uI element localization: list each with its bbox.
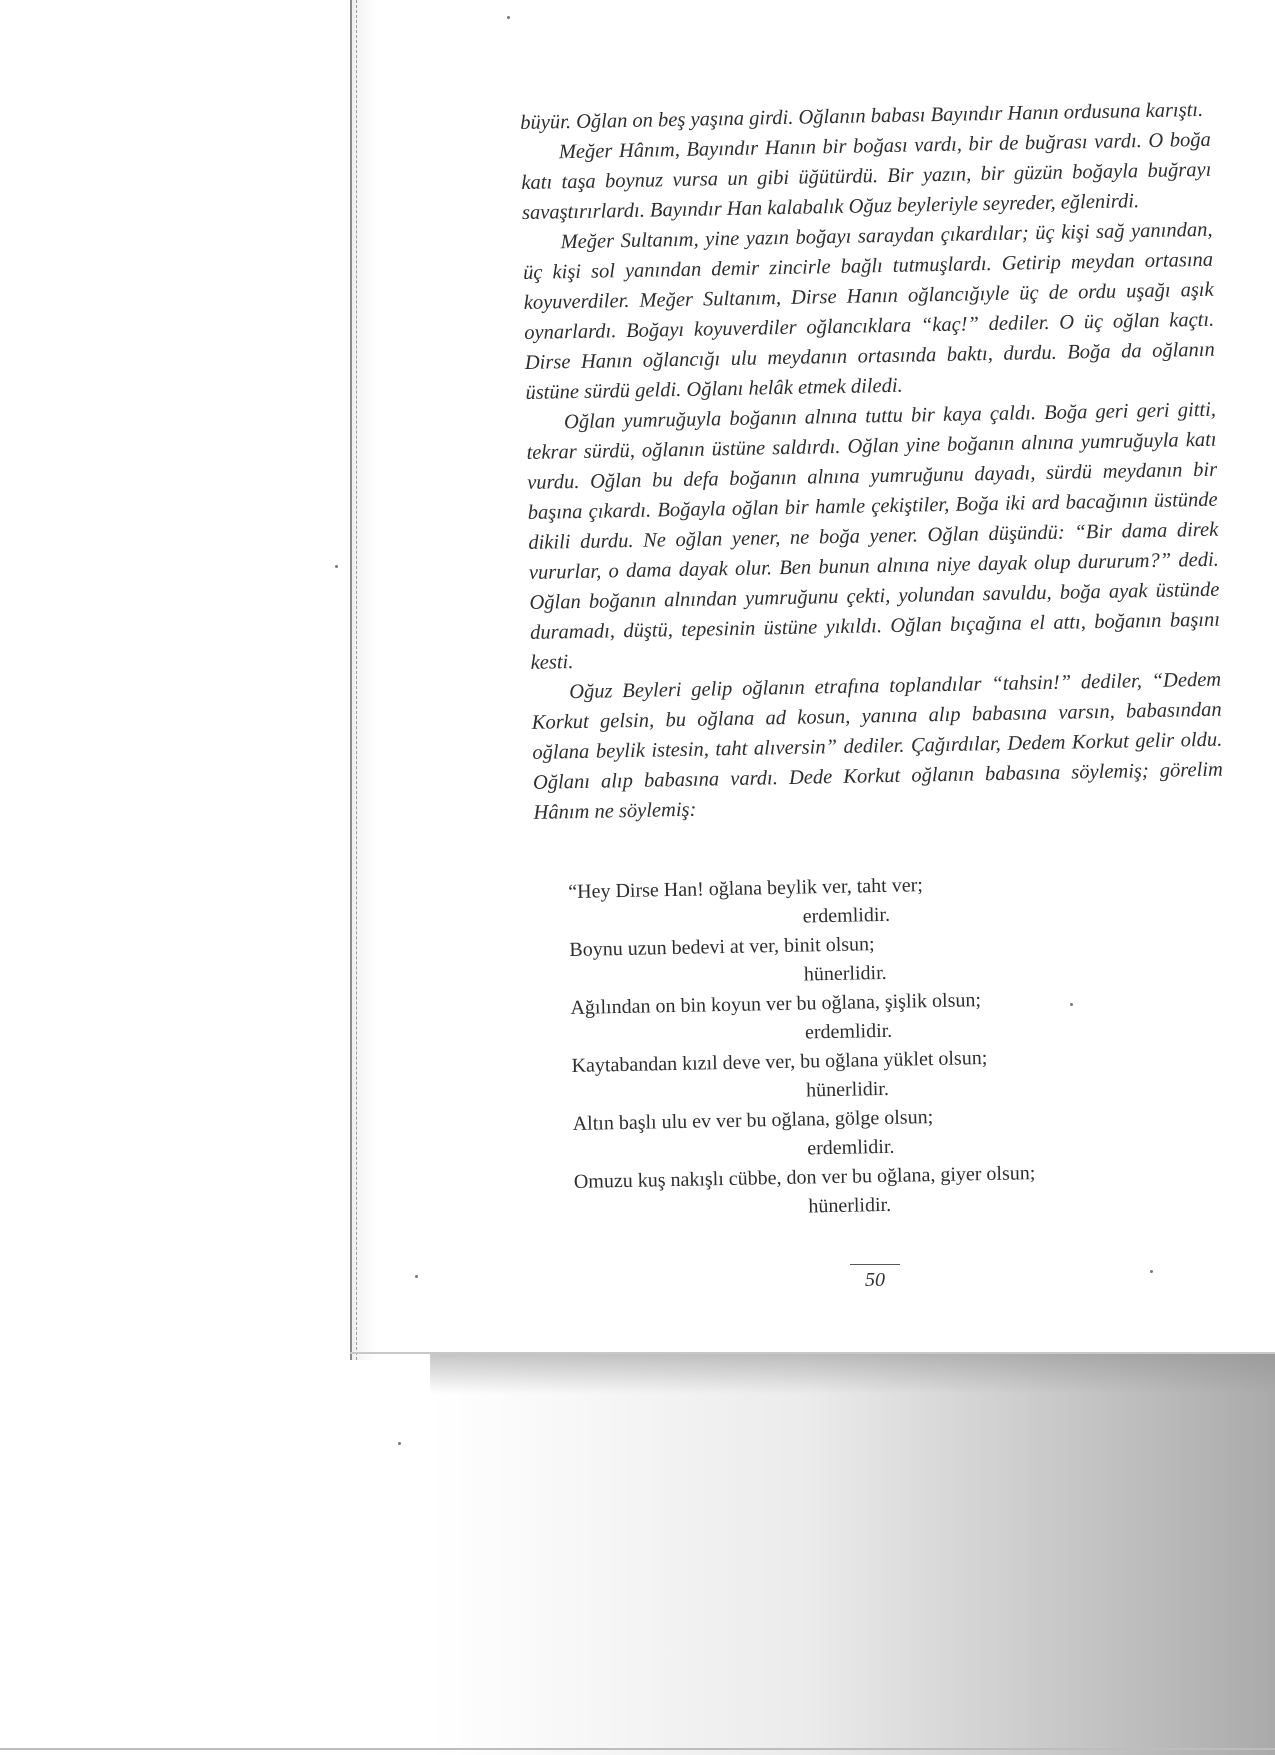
verse-refrain: erdemlidir. xyxy=(804,1019,893,1044)
verse-refrain: erdemlidir. xyxy=(802,903,891,928)
verse-refrain: hünerlidir. xyxy=(808,1193,892,1218)
verse-line: Kaytabandan kızıl deve ver, bu oğlana yüklet olsun; xyxy=(571,1046,988,1077)
verse-line: Boynu uzun bedevi at ver, binit olsun; xyxy=(569,933,875,961)
book-spine-shadow xyxy=(350,0,376,1360)
paragraph: büyür. Oğlan on beş yaşına girdi. Oğlanın babası Bayındır Hanın ordusuna karıştı. xyxy=(520,98,1204,134)
prose-block xyxy=(520,95,1224,828)
speck xyxy=(398,1442,401,1445)
verse-refrain: erdemlidir. xyxy=(807,1135,895,1160)
verse-refrain: hünerlidir. xyxy=(805,1077,890,1102)
speck xyxy=(415,1275,418,1278)
verse-refrain: hünerlidir. xyxy=(803,961,887,986)
paragraph: Oğuz Beyleri gelip oğlanın etrafına toplandılar “tahsin!” dediler, “Dedem Korkut gelsin, bu oğlana ad kosun, yanına alıp babasına varsın, babasından oğlana beylik istesin, taht alıversin” dediler. Çağırdılar, Dedem Korkut gelir oldu. Oğlanı alıp babasına vardı. Dede Korkut oğlanın babasına söylemiş; görelim Hânım ne söylemiş: xyxy=(531,668,1224,824)
scanner-shadow-edge xyxy=(430,1354,1275,1394)
verse-line: Ağılından on bin koyun ver bu oğlana, şişlik olsun; xyxy=(570,989,982,1019)
verse-line: Omuzu kuş nakışlı cübbe, don ver bu oğlana, giyer olsun; xyxy=(573,1162,1036,1193)
scan-bottom-line xyxy=(0,1748,1275,1750)
speck xyxy=(1150,1270,1153,1273)
paragraph: Meğer Hânım, Bayındır Hanın bir boğası vardı, bir de buğrası vardı. O boğa katı taşa boynuz vursa un gibi üğütürdü. Bir yazın, bir güzün boğayla buğrayı savaştırırlardı. Bayındır Han kalabalık Oğuz beyleriyle seyreder, eğlenirdi. xyxy=(521,128,1212,224)
book-spine-line xyxy=(356,0,358,1360)
verse-line: Altın başlı ulu ev ver bu oğlana, gölge olsun; xyxy=(572,1106,934,1135)
paragraph: Oğlan yumruğuyla boğanın alnına tuttu bir kaya çaldı. Boğa geri geri gitti, tekrar sürdü, oğlanın üstüne saldırdı. Oğlan yine boğanın alnına yumruğuyla katı vurdu. Oğlan bu defa boğanın alnına yumruğunu dayadı, sürdü meydanın bir başına çıkardı. Boğayla oğlan bir hamle çekiştiler, Boğa iki ard bacağının üstünde dikili durdu. Ne oğlan yener, ne boğa yener. Oğlan düşündü: “Bir dama direk vururlar, o dama dayak olur. Ben bunun alnına niye dayak olup dururum?” dedi. Oğlan boğanın alnından yumruğunu çekti, yolundan savuldu, boğa ayak üstünde duramadı, düştü, tepesinin üstüne yıkıldı. Oğlan bıçağına el attı, boğanın başını kesti. xyxy=(526,398,1221,674)
scanner-shadow xyxy=(430,1354,1275,1755)
speck xyxy=(335,565,338,568)
page-number: 50 xyxy=(850,1264,900,1292)
verse-block xyxy=(568,867,1135,1226)
verse-line: “Hey Dirse Han! oğlana beylik ver, taht ver; xyxy=(568,874,924,903)
speck xyxy=(507,16,510,19)
paragraph: Meğer Sultanım, yine yazın boğayı saraydan çıkardılar; üç kişi sağ yanından, üç kişi sol yanından demir zincirle bağlı tutmuşlardı. Getirip meydan ortasına koyuverdiler. Meğer Sultanım, Dirse Hanın oğlancığıyle üç de ordu uşağı aşık oynarlardı. Boğayı koyuverdiler oğlancıklara “kaç!” dediler. O üç oğlan kaçtı. Dirse Hanın oğlancığı ulu meydanın ortasında baktı, durdu. Boğa da oğlanın üstüne sürdü geldi. Oğlanı helâk etmek diledi. xyxy=(522,218,1215,404)
